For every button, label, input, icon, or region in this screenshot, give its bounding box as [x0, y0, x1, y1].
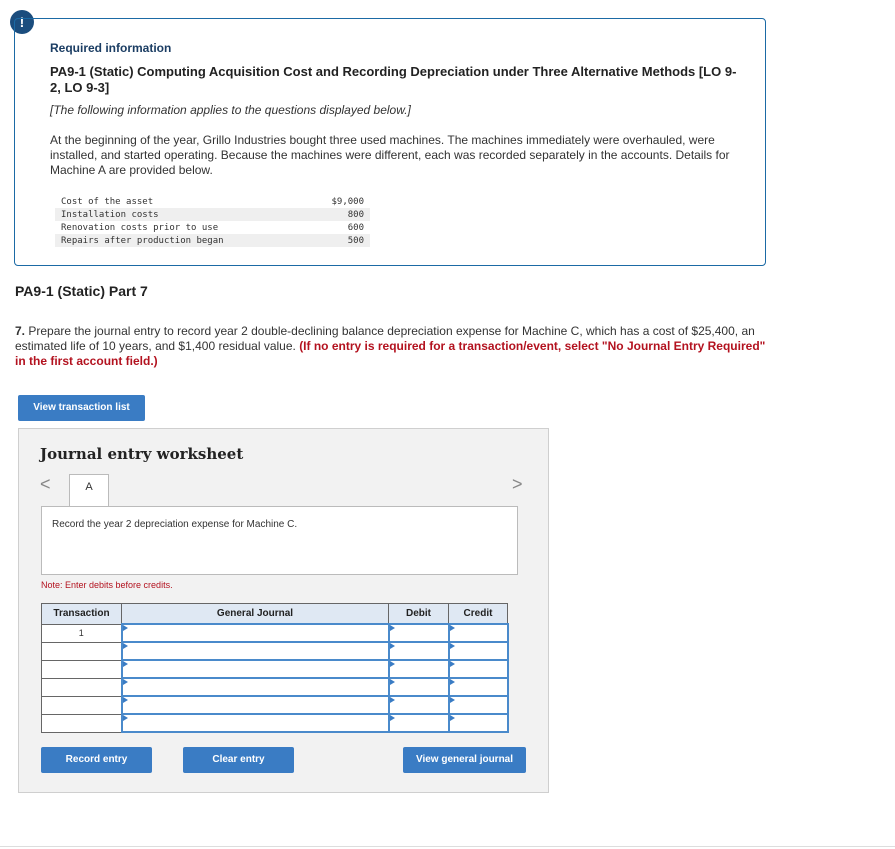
transaction-number: [42, 660, 122, 678]
cost-row: [55, 208, 370, 221]
journal-header-row: [42, 604, 508, 625]
debit-input[interactable]: [389, 660, 449, 678]
journal-entry-table: [41, 603, 509, 733]
debit-input[interactable]: [389, 642, 449, 660]
account-select[interactable]: [122, 642, 389, 660]
required-information-heading: Required information: [50, 41, 172, 55]
cost-label: Installation costs: [55, 208, 306, 221]
applies-note: [The following information applies to the questions displayed below.]: [50, 103, 411, 117]
account-select[interactable]: [122, 696, 389, 714]
problem-description: At the beginning of the year, Grillo Industries bought three used machines. The machines immediately were overhauled, were installed, and started operating. Because the machines were different, each was recorded separately in the accounts. Details for Machine A are provided below.: [50, 133, 730, 177]
required-information-panel: [14, 18, 766, 266]
clear-entry-button[interactable]: Clear entry: [183, 747, 294, 773]
cost-value: 600: [347, 222, 364, 233]
credit-input[interactable]: [449, 678, 508, 696]
worksheet-title: Journal entry worksheet: [40, 445, 244, 463]
chevron-left-icon[interactable]: <: [40, 474, 51, 494]
credit-input[interactable]: [449, 642, 508, 660]
view-transaction-list-button[interactable]: View transaction list: [18, 395, 145, 421]
credit-input[interactable]: [449, 660, 508, 678]
cost-row: [55, 195, 370, 208]
question-body: Prepare the journal entry to record year 2 double-declining balance depreciation expense for Machine C, which has a cost of $25,400, an estimated life of 10 years, and $1,400 residual value.: [15, 324, 755, 353]
journal-row: [42, 642, 508, 660]
view-general-journal-button[interactable]: View general journal: [403, 747, 526, 773]
machine-a-cost-table: [55, 195, 370, 247]
cost-value: $9,000: [331, 196, 364, 207]
cost-row: [55, 221, 370, 234]
credit-input[interactable]: [449, 624, 508, 642]
transaction-number: [42, 678, 122, 696]
cost-value: 500: [306, 234, 370, 247]
general-journal-column-header: General Journal: [122, 604, 389, 625]
transaction-number: [42, 714, 122, 732]
part-title: PA9-1 (Static) Part 7: [15, 283, 148, 299]
cost-row: [55, 234, 370, 247]
cost-label: Repairs after production began: [55, 234, 306, 247]
credit-input[interactable]: [449, 696, 508, 714]
cost-label: Cost of the asset: [61, 196, 154, 207]
journal-row: [42, 660, 508, 678]
question-number: 7.: [15, 324, 26, 338]
chevron-right-icon[interactable]: >: [512, 474, 523, 494]
debit-input[interactable]: [389, 696, 449, 714]
page-bottom-divider: [0, 846, 895, 847]
debits-note: Note: Enter debits before credits.: [41, 580, 173, 590]
cost-value: 800: [306, 208, 370, 221]
cost-label: Renovation costs prior to use: [61, 222, 219, 233]
transaction-column-header: Transaction: [42, 604, 122, 625]
journal-row: [42, 696, 508, 714]
record-entry-button[interactable]: Record entry: [41, 747, 152, 773]
journal-row: [42, 714, 508, 732]
journal-row: [42, 678, 508, 696]
account-select[interactable]: [122, 660, 389, 678]
tab-a[interactable]: A: [69, 474, 109, 507]
question-instruction: (If no entry is required for a transaction/event, select "No Journal Entry Required" in the first account field.): [15, 339, 766, 368]
credit-column-header: Credit: [449, 604, 508, 625]
transaction-number: [42, 696, 122, 714]
debit-column-header: Debit: [389, 604, 449, 625]
credit-input[interactable]: [449, 714, 508, 732]
debit-input[interactable]: [389, 714, 449, 732]
account-select[interactable]: [122, 624, 389, 642]
journal-row: [42, 624, 508, 642]
alert-icon: !: [10, 10, 34, 34]
question-text: [15, 324, 775, 369]
entry-description: Record the year 2 depreciation expense for Machine C.: [41, 506, 518, 575]
account-select[interactable]: [122, 678, 389, 696]
account-select[interactable]: [122, 714, 389, 732]
debit-input[interactable]: [389, 624, 449, 642]
transaction-number: [42, 642, 122, 660]
debit-input[interactable]: [389, 678, 449, 696]
problem-title: PA9-1 (Static) Computing Acquisition Cost and Recording Depreciation under Three Alternative Methods [LO 9-2, LO 9-3]: [50, 64, 737, 95]
transaction-number: 1: [42, 624, 122, 642]
